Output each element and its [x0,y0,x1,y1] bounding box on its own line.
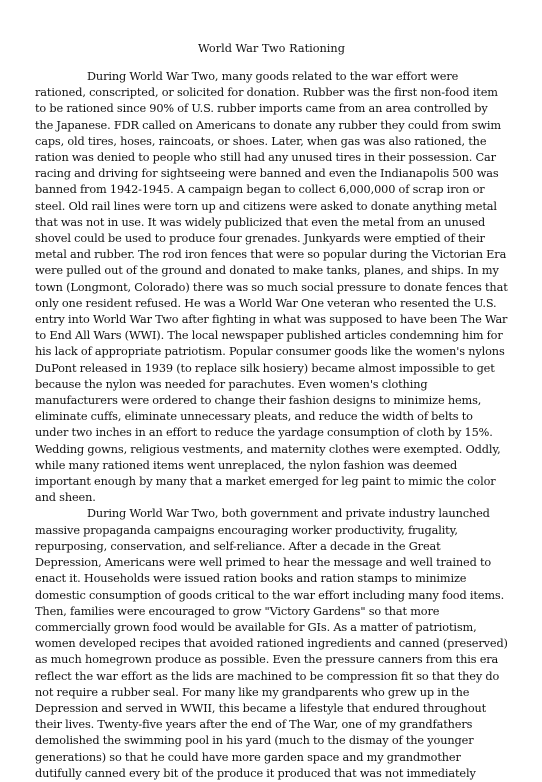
document-title: World War Two Rationing [198,42,345,55]
paragraph-1: During World War Two, many goods related to the war effort were rationed, conscripted, or solicited for donation. Rubber was the first non-food item to be rationed since 90% of U.S. rubber imports came from an area controlled by the Japanese. FDR called on Americans to donate any rubber they could from swim caps, old tires, hoses, raincoats, or shoes. Later, when gas was also rationed, the ration was denied to people who still had any unused tires in their possession. Car racing and driving for sightseeing were banned and even the Indianapolis 500 was banned from 1942-1945. A campaign began to collect 6,000,000 of scrap iron or steel. Old rail lines were torn up and citizens were asked to donate anything metal that was not in use. It was widely publicized that even the metal from an unused shovel could be used to produce four grenades. Junkyards were emptied of their metal and rubber. The rod iron fences that were so popular during the Victorian Era were pulled out of the ground and donated to make tanks, planes, and ships. In my town (Longmont, Colorado) there was so much social pressure to donate fences that only one resident refused. He was a World War One veteran who resented the U.S. entry into World War Two after fighting in what was supposed to have been The War to End All Wars (WWI). The local newspaper published articles condemning him for his lack of appropriate patriotism. Popular consumer goods like the women's nylons DuPont released in 1939 (to replace silk hosiery) became almost impossible to get because the nylon was needed for parachutes. Even women's clothing manufacturers were ordered to change their fashion designs to minimize hems, eliminate cuffs, eliminate unnecessary pleats, and reduce the width of belts to under two inches in an effort to reduce the yardage consumption of cloth by 15%. Wedding gowns, religious vestments, and maternity clothes were exempted. Oddly, while many rationed items went unreplaced, the nylon fashion was deemed important enough by many that a market emerged for leg paint to mimic the color and sheen. [35,70,508,505]
paragraph-2: During World War Two, both government and private industry launched massive propaganda campaigns encouraging worker productivity, frugality, repurposing, conservation, and self-reliance. After a decade in the Great Depression, Americans were well primed to hear the message and well trained to enact it. Households were issued ration books and ration stamps to minimize domestic consumption of goods critical to the war effort including many food items. Then, families were encouraged to grow "Victory Gardens" so that more commercially grown food would be available for GIs. As a matter of patriotism, women developed recipes that avoided rationed ingredients and canned (preserved) as much homegrown produce as possible. Even the pressure canners from this era reflect the war effort as the lids are machined to be compression fit so that they do not require a rubber seal. For many like my grandparents who grew up in the Depression and served in WWII, this became a lifestyle that endured throughout their lives. Twenty-five years after the end of The War, one of my grandfathers demolished the swimming pool in his yard (much to the dismay of the younger generations) so that he could have more garden space and my grandmother dutifully canned every bit of the produce it produced that was not immediately [35,507,508,780]
